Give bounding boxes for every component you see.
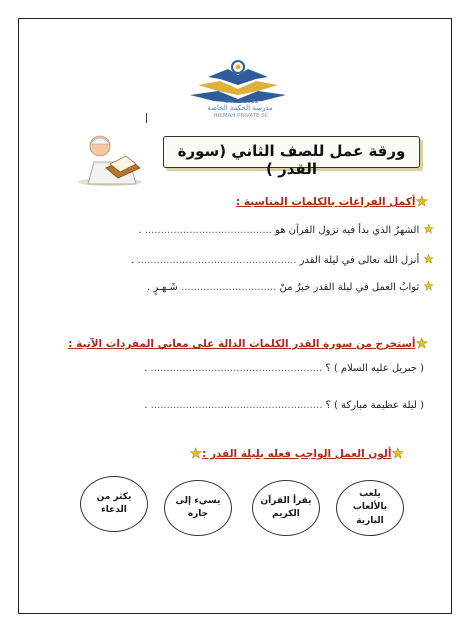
action-oval-harm-neighbor[interactable]: يسيء إلى جاره xyxy=(164,480,232,536)
star-icon: ★ xyxy=(415,194,428,210)
answer-blank[interactable]: .............................. xyxy=(180,282,277,293)
logo-since-text: Since 1992 xyxy=(225,98,259,105)
extract-line-2: ( ليلة عظيمة مباركة ) ؟ ...................................................... . xyxy=(144,400,424,411)
star-icon: ★ xyxy=(423,252,434,266)
star-icon: ★ xyxy=(391,446,404,462)
text-cursor xyxy=(146,113,147,123)
logo-school-name: مدرسة الحكمة الخاصة xyxy=(207,104,273,112)
star-icon: ★ xyxy=(423,222,434,236)
answer-blank[interactable]: ...................................................... xyxy=(150,400,323,411)
worksheet-title-box xyxy=(163,136,420,178)
fill-blank-line-1: ★الشهرُ الذي بدأ فيه نزول القرآن هو ........................................ . xyxy=(138,222,434,236)
child-reading-quran-illustration xyxy=(70,128,150,188)
question-tail-text: شَـهـرٍ xyxy=(153,282,181,293)
extract-line-1: ( جبريل عليه السلام ) ؟ ...................................................... . xyxy=(144,363,424,374)
answer-blank[interactable]: .................................................. xyxy=(137,255,297,266)
section2-heading xyxy=(68,336,428,352)
section3-heading-text: ألون العمل الواجب فعله بليلة القدر : xyxy=(202,448,392,460)
action-oval-fireworks[interactable]: يلعب بالألعاب النارية xyxy=(336,480,404,536)
star-icon: ★ xyxy=(423,279,434,293)
answer-blank[interactable]: ........................................ xyxy=(144,225,272,236)
answer-blank[interactable]: ...................................................... xyxy=(150,363,323,374)
section2-heading-text: أستخرج من سورة القدر الكلمات الدالة على معاني المفردات الآتية : xyxy=(68,338,416,350)
section1-heading xyxy=(236,194,428,210)
question-text: أنزل الله تعالى في ليلة القدر xyxy=(296,255,420,266)
question-text: الشهرُ الذي بدأ فيه نزول القرآن هو xyxy=(271,225,420,236)
question-text: ( ليلة عظيمة مباركة ) ؟ xyxy=(322,400,424,411)
section1-heading-text: أكمل الفراغات بالكلمات المناسبة : xyxy=(236,196,416,208)
section3-heading xyxy=(190,446,404,462)
fill-blank-line-3: ★ثوابُ العمل في ليلة القدر خيرٌ منْ .............................. شَـهـرٍ . xyxy=(147,279,434,293)
star-icon: ★ xyxy=(415,336,428,352)
question-text: ثوابُ العمل في ليلة القدر خيرٌ منْ xyxy=(276,282,420,293)
action-oval-read-quran[interactable]: يقرأ القرآن الكريم xyxy=(252,480,320,536)
question-text: ( جبريل عليه السلام ) ؟ xyxy=(322,363,424,374)
worksheet-title: ورقة عمل للصف الثاني (سورة القدر ) xyxy=(177,142,406,178)
star-icon: ★ xyxy=(189,446,203,462)
logo-english-name: HIKMAH PRIVATE SC xyxy=(213,113,269,119)
action-oval-supplication[interactable]: يكثر من الدعاء xyxy=(80,476,148,532)
fill-blank-line-2: ★أنزل الله تعالى في ليلة القدر .................................................. . xyxy=(131,252,434,266)
